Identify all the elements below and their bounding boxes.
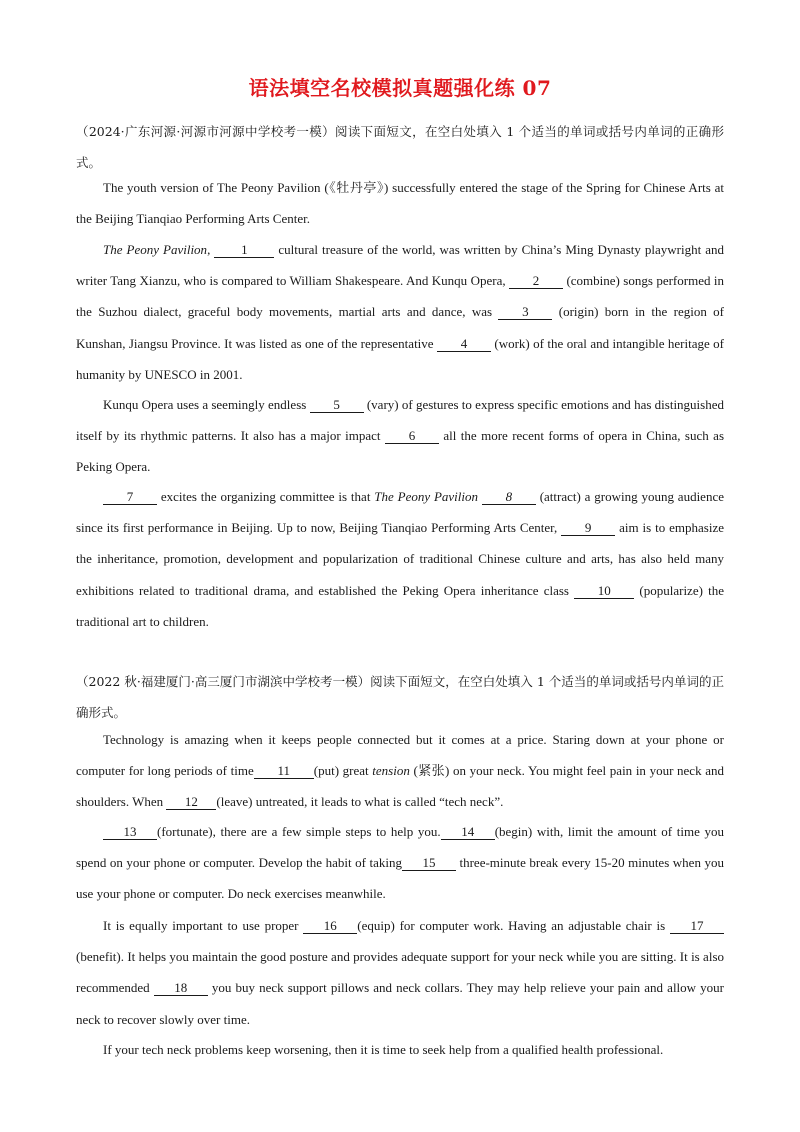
text-run: (benefit). It helps you maintain the good posture and provides adequate support for your neck while you are sitting. It is also recommended [76,949,724,996]
blank-4[interactable]: 4 [437,336,491,352]
text-run: (fortunate), there are a few simple steps to help you. [157,824,441,839]
italic-title: The Peony Pavilion [103,242,208,257]
text-run: excites the organizing committee is that [160,489,375,504]
text-run: cultural treasure of the world, was written by China’s Ming Dynasty playwright and writer Tang Xianzu, who is compared to William Shakespeare. And Kunqu Opera, [76,242,724,289]
text-run: (equip) for computer work. Having an adjustable chair is [357,918,670,933]
text-run: (紧张) [413,763,450,779]
blank-9[interactable]: 9 [561,520,615,536]
blank-11[interactable]: 11 [254,763,314,779]
text-run: (work) of the oral and intangible heritage of humanity by UNESCO in 2001. [76,335,725,382]
text-run: all the more recent forms of opera in China, such as Peking Opera. [76,428,725,475]
blank-10[interactable]: 10 [574,583,634,599]
section1-paragraph-1 [76,172,724,234]
blank-17[interactable]: 17 [670,918,724,934]
text-run: (origin) born in the region of Kunshan, Jiangsu Province. It was listed as one of the representative [76,304,724,351]
text-run: (leave) untreated, it leads to what is called “tech neck”. [216,794,504,810]
text-run: (vary) of gestures to express specific emotions and has distinguished itself by its rhythmic patterns. It also has a major impact [76,397,724,444]
blank-18[interactable]: 18 [154,980,208,996]
text-run: on your neck. You might feel pain in your neck and shoulders. When [76,763,724,810]
blank-12[interactable]: 12 [166,794,216,810]
text-run: (attract) a growing young audience since its first performance in Beijing. Up to now, Beijing Tianqiao Performing Arts Center, [76,489,724,536]
italic-word: tension [372,763,410,779]
blank-5[interactable]: 5 [310,397,364,413]
blank-3[interactable]: 3 [498,304,552,320]
blank-15[interactable]: 15 [402,855,456,871]
text-run: 《牡丹亭》 [328,180,384,195]
section2-paragraph-2 [76,816,724,910]
section1-intro: （2024·广东河源·河源市河源中学校考一模）阅读下面短文，在空白处填入 1 个适当的单词或括号内单词的正确形式。 [76,124,724,171]
text-run: The youth version of The Peony Pavilion ( [103,180,329,195]
section2-paragraph-3 [76,910,724,1035]
text-run: (combine) songs performed in the Suzhou dialect, graceful body movements, martial arts and dance, was [76,273,724,320]
text-run: (put) great [313,763,373,779]
blank-14[interactable]: 14 [441,824,495,840]
text-run: It is equally important to use proper [103,918,304,933]
text-run: three-minute break every 15-20 minutes when you use your phone or computer. Do neck exercises meanwhile. [76,855,724,902]
blank-6[interactable]: 6 [385,428,439,444]
text-run: Technology is amazing when it keeps people connected but it comes at a price. Staring down at your phone or computer for long periods of time [76,732,724,779]
blank-2[interactable]: 2 [509,273,563,289]
section1-paragraph-2 [76,234,724,390]
text-run: , [207,242,215,257]
blank-16[interactable]: 16 [303,918,357,934]
blank-1[interactable]: 1 [214,242,274,258]
text-run: aim is to emphasize the inheritance, promotion, development and popularization of traditional Chinese culture and arts, has also held many exhibitions related to traditional drama, and established the Peking Opera inheritance class [76,520,725,598]
text-run: ) successfully entered the stage of the Spring for Chinese Arts at the Beijing Tianqiao Performing Arts Center. [76,180,725,227]
text-run: (begin) with, limit the amount of time you spend on your phone or computer. Develop the habit of taking [76,824,724,871]
blank-7[interactable]: 7 [103,489,157,505]
section2-paragraph-4: If your tech neck problems keep worsening, then it is time to seek help from a qualified health professional. [103,1042,664,1057]
section1-paragraph-4 [76,481,724,637]
section2-intro: （2022 秋·福建厦门·高三厦门市湖滨中学校考一模）阅读下面短文，在空白处填入 1 个适当的单词或括号内单词的正确形式。 [76,674,724,721]
section1-paragraph-3 [76,389,724,483]
blank-8[interactable]: 8 [482,489,536,505]
text-run: (popularize) the traditional art to children. [76,582,725,629]
text-run: Kunqu Opera uses a seemingly endless [103,397,310,412]
blank-13[interactable]: 13 [103,824,157,840]
text-run: you buy neck support pillows and neck collars. They may help relieve your pain and allow your neck to recover slowly over time. [76,980,724,1027]
section2-paragraph-1 [76,724,724,818]
page-title: 语法填空名校模拟真题强化练 07 [248,76,552,100]
italic-title: The Peony Pavilion [374,489,478,504]
